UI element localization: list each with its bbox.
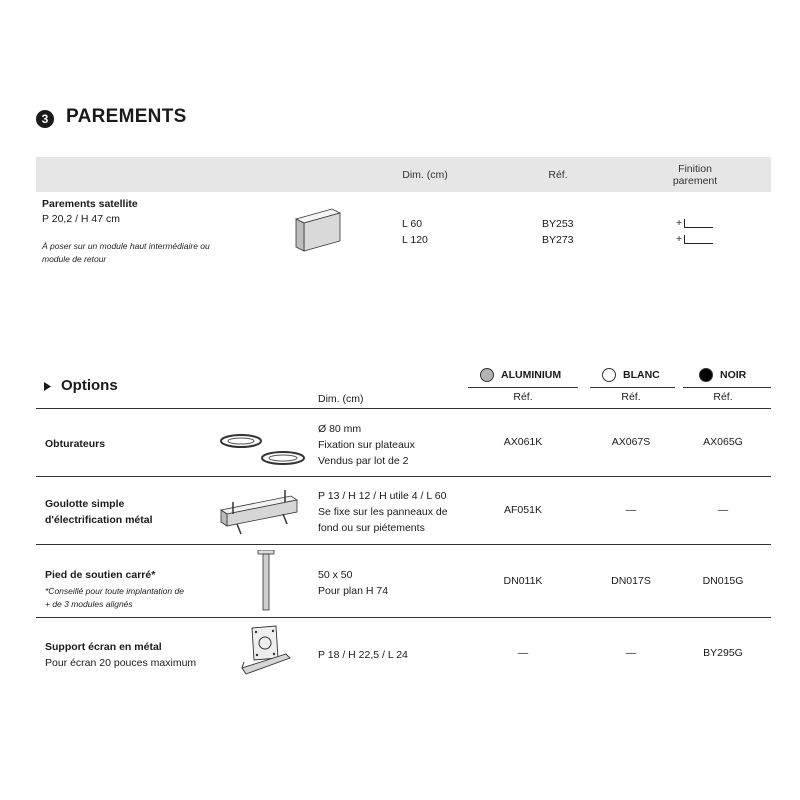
parements-ref-1: BY273	[542, 234, 574, 246]
row-divider	[36, 476, 771, 477]
option-name-line2: Pour écran 20 pouces maximum	[45, 657, 197, 669]
option-ref-noir: —	[717, 504, 729, 516]
parements-dim-header: Dim. (cm)	[402, 169, 448, 181]
option-ref-noir: BY295G	[703, 647, 743, 659]
aluminium-swatch-icon	[480, 368, 494, 382]
option-dim-line: fond ou sur piétements	[318, 522, 425, 534]
option-ref-noir: AX065G	[703, 436, 743, 448]
triangle-right-icon	[44, 382, 52, 391]
options-ref-header-blanc: Réf.	[621, 391, 641, 403]
parements-dim-0: L 60	[402, 218, 423, 230]
option-ref-aluminium: DN011K	[503, 575, 543, 587]
parements-ref-header: Réf.	[548, 169, 568, 181]
option-ref-blanc: DN017S	[611, 575, 651, 587]
section-title: PAREMENTS	[66, 106, 187, 127]
finish-col-noir	[683, 365, 771, 388]
parements-dim-1: L 120	[402, 234, 428, 246]
option-dim-line: Fixation sur plateaux	[318, 439, 415, 451]
parements-panel-image	[290, 205, 345, 255]
options-ref-header-aluminium: Réf.	[513, 391, 533, 403]
parements-product-note: À poser sur un module haut intermédiaire ou module de retour	[42, 241, 210, 264]
option-dim-line: P 18 / H 22,5 / L 24	[318, 649, 408, 661]
option-ref-blanc: —	[625, 504, 637, 516]
parements-product-name: Parements satellite	[42, 198, 138, 210]
finish-label-blanc: BLANC	[623, 369, 660, 381]
option-note: *Conseillé pour toute implantation de + de 3 modules alignés	[45, 586, 184, 609]
finish-col-blanc	[590, 365, 675, 388]
parements-product-size: P 20,2 / H 47 cm	[42, 213, 121, 225]
support-leg-image	[256, 550, 276, 614]
row-divider	[36, 617, 771, 618]
option-name-line2: d'électrification métal	[45, 514, 153, 526]
option-ref-aluminium: AX061K	[503, 436, 543, 448]
options-ref-header-noir: Réf.	[713, 391, 733, 403]
options-divider	[36, 408, 771, 409]
option-name: Pied de soutien carré*	[45, 569, 156, 581]
option-ref-noir: DN015G	[702, 575, 744, 587]
option-dim-line: 50 x 50	[318, 569, 353, 581]
finish-label-aluminium: ALUMINIUM	[501, 369, 562, 381]
finish-swatch-outline	[684, 235, 713, 244]
finish-label-noir: NOIR	[720, 369, 747, 381]
section-number-badge: 3	[36, 110, 54, 128]
finish-swatch-outline	[684, 219, 713, 228]
finish-col-aluminium	[468, 365, 578, 388]
row-divider	[36, 544, 771, 545]
finish-plus-1: +	[676, 233, 683, 245]
option-dim-line: Vendus par lot de 2	[318, 455, 409, 467]
option-ref-blanc: —	[625, 647, 637, 659]
option-ref-aluminium: AF051K	[504, 504, 542, 516]
blanc-swatch-icon	[602, 368, 616, 382]
option-ref-blanc: AX067S	[611, 436, 651, 448]
option-name: Obturateurs	[45, 438, 106, 450]
option-dim-line: Ø 80 mm	[318, 423, 362, 435]
options-title: Options	[61, 377, 118, 394]
grommet-image	[218, 430, 310, 470]
noir-swatch-icon	[699, 368, 713, 382]
option-ref-aluminium: —	[517, 647, 529, 659]
option-dim-line: P 13 / H 12 / H utile 4 / L 60	[318, 490, 447, 502]
finish-plus-0: +	[676, 217, 683, 229]
option-dim-line: Se fixe sur les panneaux de	[318, 506, 448, 518]
parements-finish-header: Finition parement	[672, 163, 718, 187]
cable-tray-image	[215, 488, 305, 540]
option-name: Goulotte simple	[45, 498, 125, 510]
parements-ref-0: BY253	[542, 218, 574, 230]
screen-support-image	[238, 624, 294, 680]
option-dim-line: Pour plan H 74	[318, 585, 389, 597]
option-name: Support écran en métal	[45, 641, 162, 653]
options-dim-header: Dim. (cm)	[318, 393, 364, 405]
